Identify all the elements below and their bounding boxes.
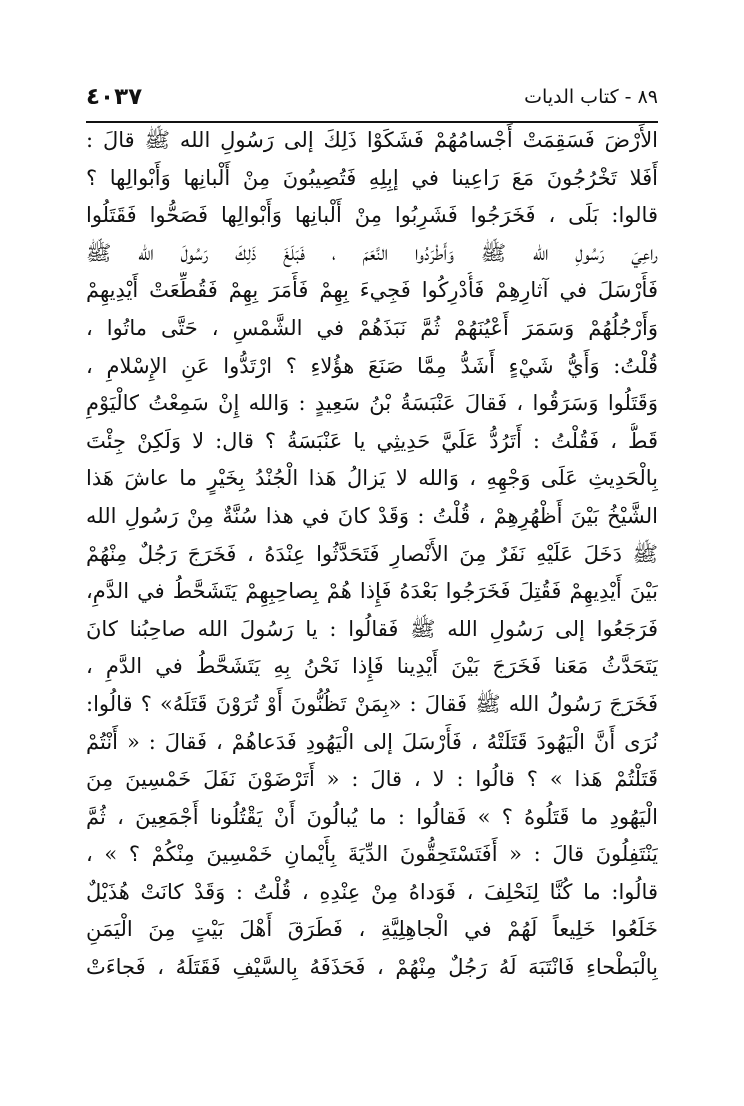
text-line: قالُوا: ما كُنَّا لِنَحْلِفَ ، فَوَداهُ مِنْ عِنْدِهِ ، قُلْتُ : وَقَدْ كانَتْ هُذَيْلٌ xyxy=(86,879,658,904)
text-line: بَيْنَ أَيْدِيهِمْ فَقُتِلَ فَخَرَجُوا بَعْدَهُ فَإِذا هُمْ بِصاحِبِهِمْ يَتَشَحَّطُ في الدَّمِ، xyxy=(86,579,658,604)
text-line: يَتَحَدَّثُ مَعَنا فَخَرَجَ بَيْنَ أَيْدِينا فَإِذا نَحْنُ بِهِ يَتَشَحَّطُ في الدَّمِ ، xyxy=(86,654,658,679)
text-line: فَخَرَجَ رَسُولُ الله ﷺ فَقالَ : «بِمَنْ تَظُنُّونَ أَوْ تُرَوْنَ قَتَلَهُ» ؟ قالُوا: xyxy=(86,691,658,716)
text-line: وَقَتَلُوا وَسَرَقُوا ، فَقالَ عَنْبَسَةُ بْنُ سَعِيدٍ : وَالله إِنْ سَمِعْتُ كالْيَوْمِ xyxy=(86,391,658,416)
page-number: ٤٠٣٧ xyxy=(86,84,143,110)
text-line: بِالْبَطْحاءِ فَانْتَبَهَ لَهُ رَجُلٌ مِنْهُمْ ، فَحَذَفَهُ بِالسَّيْفِ فَقَتَلَهُ ، فَجاءَتْ xyxy=(86,955,658,980)
text-line: فَرَجَعُوا إلى رَسُولِ الله ﷺ فَقالُوا : يا رَسُولَ الله صاحِبُنا كانَ xyxy=(86,616,658,641)
text-line: فَأَرْسَلَ في آثارِهِمْ فَأُدْرِكُوا فَجِيءَ بِهِمْ فَأَمَرَ بِهِمْ فَقُطِّعَتْ أَيْدِيهِمْ xyxy=(86,278,658,303)
text-line: خَلَعُوا خَلِيعاً لَهُمْ في الْجاهِلِيَّةِ ، فَطَرَقَ أَهْلَ بَيْتٍ مِنَ الْيَمَنِ xyxy=(86,917,658,942)
text-line: وَأَرْجُلُهُمْ وَسَمَرَ أَعْيُنَهُمْ ثُمَّ نَبَذَهُمْ في الشَّمْسِ ، حَتَّى ماتُوا ، xyxy=(86,315,658,340)
text-line: أَفَلا تَخْرُجُونَ مَعَ رَاعِينا في إبِلِهِ فَتُصِيبُونَ مِنْ أَلْبانِها وَأَبْوالِها ؟ xyxy=(86,165,658,190)
text-line: راعِيَ رَسُولِ الله ﷺ وَأَطْرَدُوا النَّعَمَ ، فَبَلَغَ ذَلِكَ رَسُولَ الله ﷺ xyxy=(86,240,658,265)
text-line: الأَرْضَ فَسَقِمَتْ أَجْسامُهُمْ فَشَكَوْا ذَلِكَ إلى رَسُولِ الله ﷺ قالَ : xyxy=(86,128,658,152)
text-line: ﷺ دَخَلَ عَلَيْهِ نَفَرٌ مِنَ الأَنْصارِ فَتَحَدَّثُوا عِنْدَهُ ، فَخَرَجَ رَجُلٌ مِنْهُمْ xyxy=(86,541,658,566)
text-line: قَتَلْتُمْ هَذا » ؟ قالُوا : لا ، قالَ : « أَتَرْضَوْنَ نَفَلَ خَمْسِينَ مِنَ xyxy=(86,767,658,792)
running-header xyxy=(86,84,658,118)
text-line: نُرَى أَنَّ الْيَهُودَ قَتَلَتْهُ ، فَأَرْسَلَ إلى الْيَهُودِ فَدَعاهُمْ ، فَقالَ : « أَنْتُمْ xyxy=(86,729,658,754)
text-line: بِالْحَدِيثِ عَلَى وَجْهِهِ ، وَالله لا يَزالُ هَذا الْجُنْدُ بِخَيْرٍ ما عاشَ هَذا xyxy=(86,466,658,491)
body-text xyxy=(86,122,658,987)
text-line: يَنْتَفِلُونَ قالَ : « أَفَتَسْتَحِقُّونَ الدِّيَةَ بِأَيْمانِ خَمْسِينَ مِنْكُمْ ؟ » ، xyxy=(86,842,658,867)
text-line: قُلْتُ: وَأَيُّ شَيْءٍ أَشَدُّ مِمَّا صَنَعَ هؤُلاءِ ؟ ارْتَدُّوا عَنِ الإِسْلامِ ، xyxy=(86,353,658,378)
text-line: قالوا: بَلَى ، فَخَرَجُوا فَشَرِبُوا مِنْ أَلْبانِها وَأَبْوالِها فَصَحُّوا فَقَتَلُوا xyxy=(86,203,658,228)
text-line: الْيَهُودِ ما قَتَلُوهُ ؟ » فَقالُوا : ما يُبالُونَ أَنْ يَقْتُلُونا أَجْمَعِينَ ، ثُمَّ xyxy=(86,804,658,829)
text-line: الشَّيْخُ بَيْنَ أَظْهُرِهِمْ ، قُلْتُ : وَقَدْ كانَ في هذا سُنَّةٌ مِنْ رَسُولِ الله xyxy=(86,503,658,528)
text-line: قَطُّ ، فَقُلْتُ : أَتَرُدُّ عَلَيَّ حَدِيثِي يا عَنْبَسَةُ ؟ قال: لا وَلَكِنْ جِئْتَ xyxy=(86,428,658,453)
chapter-title: ٨٩ - كتاب الديات xyxy=(524,86,658,108)
